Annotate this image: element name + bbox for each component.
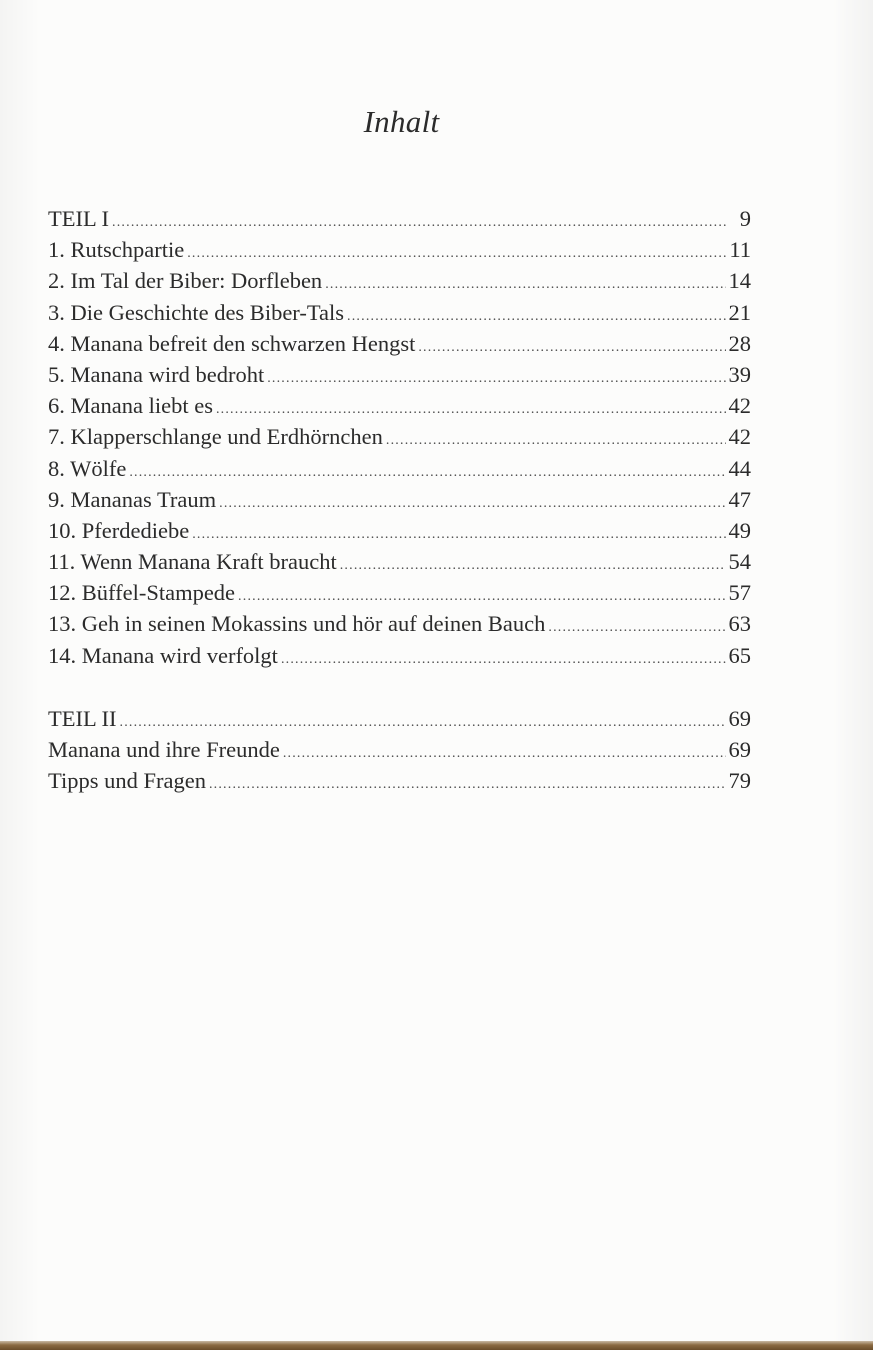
toc-entry-label: Manana und ihre Freunde [48, 737, 280, 763]
toc-entry [48, 390, 751, 421]
toc-entry [48, 203, 751, 234]
toc-entry-label: 2. Im Tal der Biber: Dorfleben [48, 268, 323, 294]
dot-leader [267, 363, 725, 394]
toc-part-1 [48, 203, 751, 671]
toc-entry [48, 421, 751, 452]
toc-entry-label: 9. Mananas Traum [48, 486, 217, 512]
toc-entry [48, 640, 751, 671]
toc-entry [48, 765, 751, 796]
toc-entry-page: 69 [728, 737, 751, 763]
toc-entry-page: 39 [728, 361, 751, 387]
toc-entry-label: 3. Die Geschichte des Biber-Tals [48, 299, 345, 325]
dot-leader [283, 738, 726, 769]
toc-entry [48, 234, 751, 265]
dot-leader [129, 457, 725, 488]
toc-entry [48, 546, 751, 577]
toc-entry-page: 54 [728, 549, 751, 575]
toc-entry-page: 42 [728, 424, 751, 450]
toc-entry-page: 47 [728, 486, 751, 512]
toc-entry-label: 7. Klapperschlange und Erdhörnchen [48, 424, 383, 450]
toc-entry-label: 8. Wölfe [48, 455, 127, 481]
toc-entry-page: 65 [728, 642, 751, 668]
toc-part-2 [48, 703, 751, 797]
toc-entry [48, 265, 751, 296]
dot-leader [386, 425, 726, 456]
dot-leader [219, 488, 725, 519]
dot-leader [325, 269, 725, 300]
toc-entry-label: 1. Rutschpartie [48, 237, 185, 263]
toc-entry-page: 57 [728, 580, 751, 606]
toc-entry [48, 297, 751, 328]
toc-entry-label: Tipps und Fragen [48, 768, 206, 794]
dot-leader [281, 644, 726, 675]
toc-entry-label: 13. Geh in seinen Mokassins und hör auf deinen Bauch [48, 611, 546, 637]
toc-entry-label: 14. Manana wird verfolgt [48, 642, 278, 668]
toc-entry-page: 14 [728, 268, 751, 294]
toc-entry-label: 10. Pferdediebe [48, 517, 190, 543]
toc-entry-page: 9 [739, 206, 751, 231]
toc-entry [48, 453, 751, 484]
toc-entry-page: 63 [728, 611, 751, 637]
toc-entry [48, 703, 751, 734]
toc-entry-label: 6. Manana liebt es [48, 393, 213, 419]
dot-leader [340, 550, 726, 581]
toc-entry [48, 577, 751, 608]
toc-entry-label: TEIL I [48, 206, 110, 231]
toc-entry-page: 79 [728, 768, 751, 794]
toc-entry-page: 44 [728, 455, 751, 481]
toc-entry-page: 42 [728, 393, 751, 419]
toc-entry-page: 28 [728, 330, 751, 356]
toc-entry [48, 734, 751, 765]
toc-entry-page: 11 [729, 237, 751, 263]
toc-entry [48, 515, 751, 546]
toc-entry-label: TEIL II [48, 706, 117, 731]
dot-leader [112, 207, 726, 238]
toc-entry-page: 69 [728, 706, 751, 731]
dot-leader [209, 769, 726, 800]
toc-entry [48, 328, 751, 359]
dot-leader [548, 612, 725, 643]
toc-entry-label: 11. Wenn Manana Kraft braucht [48, 549, 337, 575]
toc-entry [48, 608, 751, 639]
dot-leader [418, 332, 725, 363]
toc-entry [48, 359, 751, 390]
toc-entry-label: 4. Manana befreit den schwarzen Hengst [48, 330, 416, 356]
page-bottom-edge [0, 1341, 873, 1350]
toc-entry-label: 5. Manana wird bedroht [48, 361, 265, 387]
toc-entry [48, 484, 751, 515]
page-title: Inhalt [363, 104, 440, 139]
toc-entry-page: 21 [728, 299, 751, 325]
toc-entry-page: 49 [728, 517, 751, 543]
toc-entry-label: 12. Büffel-Stampede [48, 580, 236, 606]
